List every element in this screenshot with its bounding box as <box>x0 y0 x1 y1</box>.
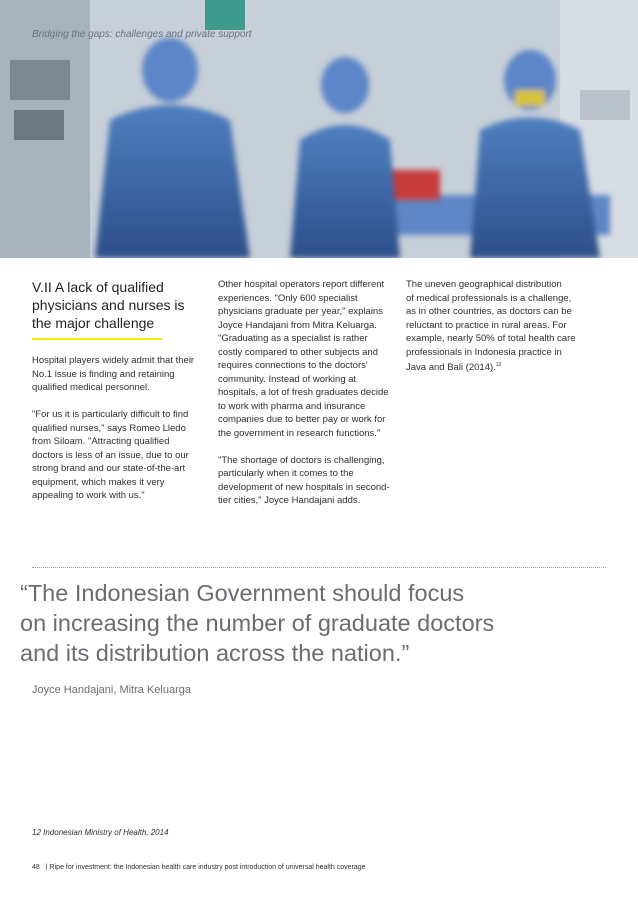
pull-quote: “The Indonesian Government should focus on increasing the number of graduate doctors and its distribution across the nation.” <box>20 580 495 666</box>
hero-photo <box>0 0 638 258</box>
col3-paragraph-1 <box>406 278 606 375</box>
page-number: 48 <box>32 864 40 871</box>
col1-paragraph-2: "For us it is particularly difficult to find qualified nurses," says Romeo Lledo from Siloam. "Attracting qualified doctors is less of an issue, due to our strong brand and our state-of-the-art equipment, which makes it very appealing to work with us." <box>32 409 189 501</box>
col2-paragraph-2: "The shortage of doctors is challenging, particularly when it comes to the development of new hospitals in second- tier cities," Joyce Handajani adds. <box>218 454 390 506</box>
col2-paragraph-1: Other hospital operators report different experiences. "Only 600 specialist physicians graduate per year," explains Joyce Handajani from Mitra Keluarga. "Graduating as a specialist is rather costly compared to other subjects and requires connections to the doctors' community. Instead of working at hospitals, a lot of fresh graduates decide to work with pharma and insurance companies due to better pay or work for the government in research functions." <box>218 279 389 439</box>
heading-underline <box>32 338 162 340</box>
column-3 <box>406 278 606 388</box>
col3-text: The uneven geographical distribution of medical professionals is a challenge, as in other countries, as doctors can be reluctant to practice in rural areas. For example, nearly 50% of total health care professionals in Indonesia practice in Java and Bali (2014). <box>406 279 576 374</box>
quote-attribution: Joyce Handajani, Mitra Keluarga <box>32 684 191 696</box>
col1-paragraph-1: Hospital players widely admit that their No.1 issue is finding and retaining qualified medical personnel. <box>32 355 195 393</box>
column-2 <box>218 278 398 521</box>
page-footer <box>32 864 366 871</box>
running-title: Bridging the gaps: challenges and private support <box>32 29 252 40</box>
dotted-separator <box>32 567 606 568</box>
footnote: 12 Indonesian Ministry of Health, 2014 <box>32 828 169 837</box>
column-1 <box>32 278 202 516</box>
footer-title: | Ripe for investment: the Indonesian health care industry post introduction of universal health coverage <box>45 864 366 871</box>
section-heading: V.II A lack of qualified physicians and nurses is the major challenge <box>32 279 185 331</box>
footnote-ref: 12 <box>495 362 502 368</box>
